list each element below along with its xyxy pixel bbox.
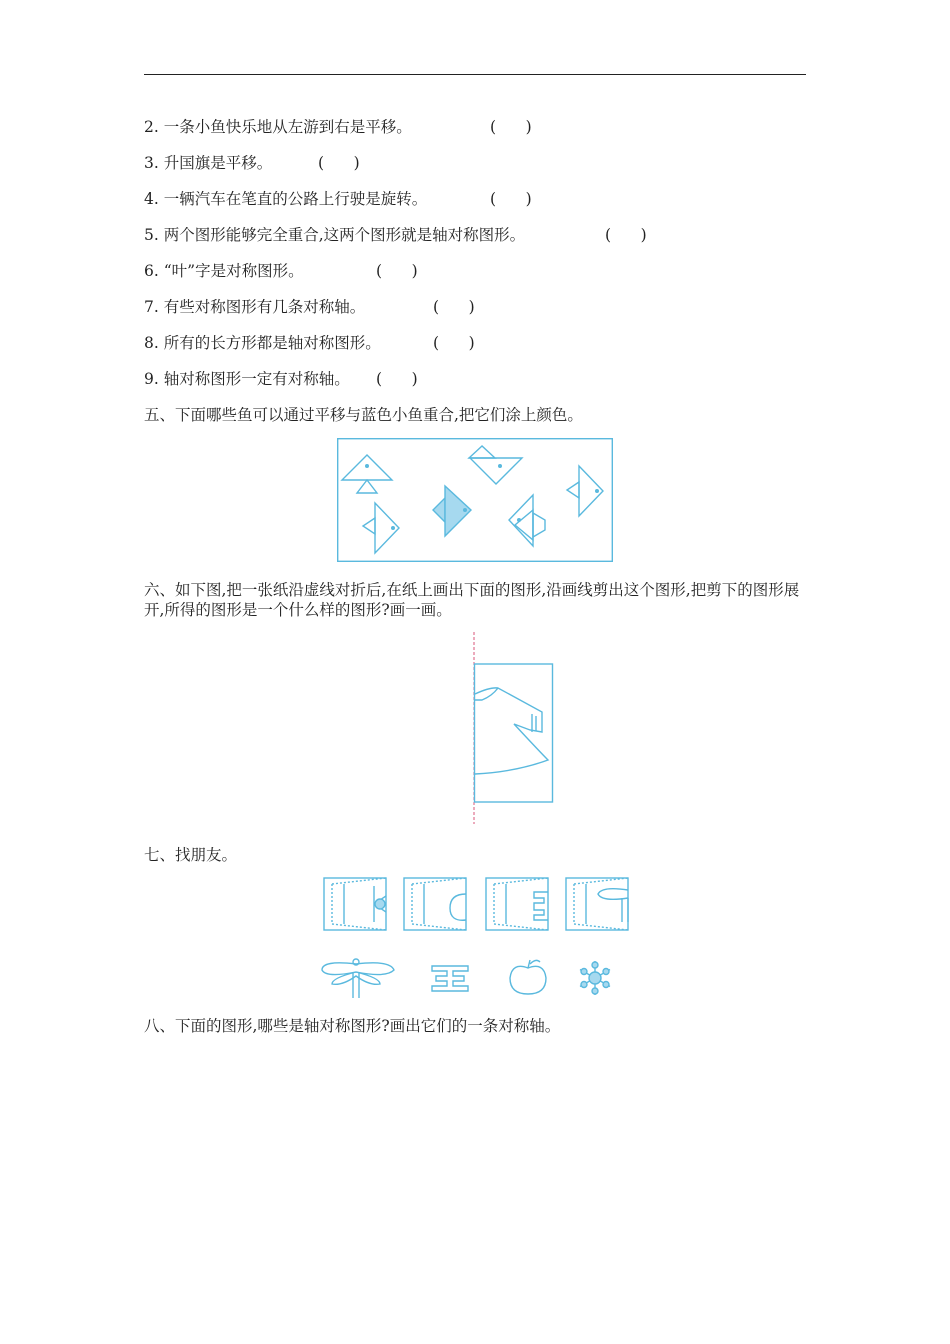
fish-panel: [337, 438, 613, 562]
answer-blank-9[interactable]: ( ): [376, 370, 418, 388]
answer-blank-3[interactable]: ( ): [318, 154, 360, 172]
fish-icon[interactable]: [469, 446, 522, 484]
header-rule: [144, 74, 806, 75]
fish-icon[interactable]: [433, 486, 471, 536]
folded-paper-icon[interactable]: [404, 878, 466, 930]
fish-icon[interactable]: [342, 455, 392, 493]
full-shapes-row: [318, 956, 618, 1000]
fish-icon[interactable]: [567, 466, 603, 516]
shirt-half-outline: [475, 688, 548, 774]
snowflake-icon[interactable]: [580, 961, 610, 995]
fish-panel-frame: [338, 439, 613, 562]
answer-blank-7[interactable]: ( ): [433, 298, 475, 316]
question-7: 7. 有些对称图形有几条对称轴。: [144, 298, 366, 316]
answer-blank-5[interactable]: ( ): [605, 226, 647, 244]
question-2: 2. 一条小鱼快乐地从左游到右是平移。: [144, 118, 412, 136]
answer-blank-8[interactable]: ( ): [433, 334, 475, 352]
section-five-title: 五、下面哪些鱼可以通过平移与蓝色小鱼重合,把它们涂上颜色。: [144, 406, 583, 424]
fish-icon[interactable]: [363, 503, 399, 553]
section-seven-title: 七、找朋友。: [144, 846, 238, 864]
paper-rect: [475, 664, 553, 802]
king-character-half-icon: [534, 892, 548, 920]
question-4: 4. 一辆汽车在笔直的公路上行驶是旋转。: [144, 190, 428, 208]
folded-paper-icon[interactable]: [566, 878, 628, 930]
dragonfly-half-icon: [598, 889, 628, 922]
section-eight-title: 八、下面的图形,哪些是轴对称图形?画出它们的一条对称轴。: [144, 1017, 561, 1035]
apple-half-icon: [450, 894, 466, 920]
question-9: 9. 轴对称图形一定有对称轴。: [144, 370, 350, 388]
section-six-title: 六、如下图,把一张纸沿虚线对折后,在纸上画出下面的图形,沿画线剪出这个图形,把剪下的图形展开,所得的图形是一个什么样的图形?画一画。: [144, 581, 800, 619]
question-8: 8. 所有的长方形都是轴对称图形。: [144, 334, 381, 352]
folded-paper-diagram: [470, 632, 560, 824]
folded-paper-icon[interactable]: [486, 878, 548, 930]
answer-blank-2[interactable]: ( ): [490, 118, 532, 136]
question-3: 3. 升国旗是平移。: [144, 154, 273, 172]
apple-icon[interactable]: [510, 960, 546, 994]
answer-blank-6[interactable]: ( ): [376, 262, 418, 280]
king-character-icon[interactable]: [432, 966, 468, 991]
dragonfly-icon[interactable]: [322, 959, 394, 998]
fish-icon[interactable]: [509, 495, 545, 546]
question-6: 6. “叶”字是对称图形。: [144, 262, 304, 280]
folded-shapes-row: [322, 876, 632, 936]
folded-paper-icon[interactable]: [324, 878, 386, 930]
question-5: 5. 两个图形能够完全重合,这两个图形就是轴对称图形。: [144, 226, 526, 244]
answer-blank-4[interactable]: ( ): [490, 190, 532, 208]
snowflake-half-icon: [374, 886, 386, 922]
